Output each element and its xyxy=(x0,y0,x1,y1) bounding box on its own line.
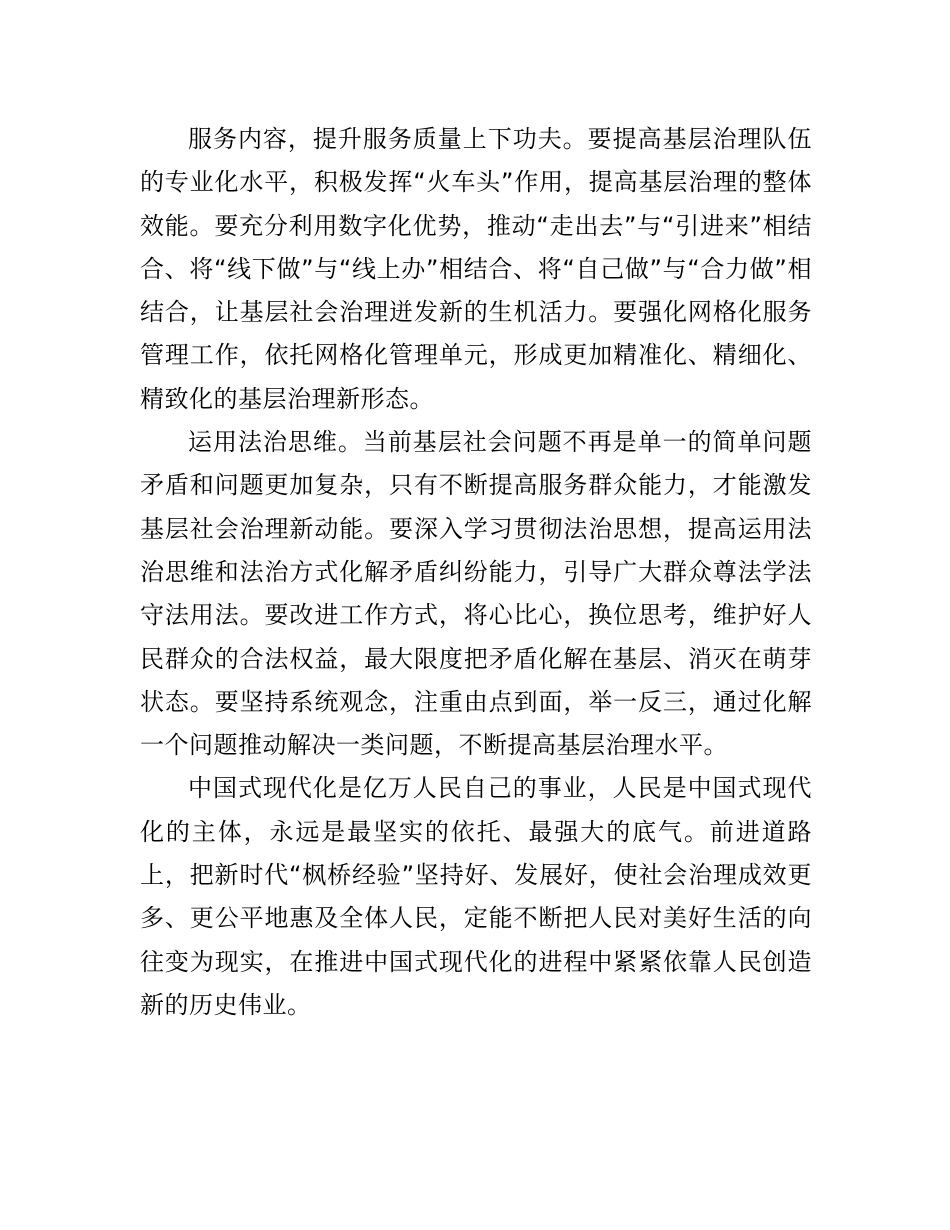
paragraph-service-content: 服务内容，提升服务质量上下功夫。要提高基层治理队伍的专业化水平，积极发挥“火车头”作用，提高基层治理的整体效能。要充分利用数字化优势，推动“走出去”与“引进来”相结合、将“线下做”与“线上办”相结合、将“自己做”与“合力做”相结合，让基层社会治理迸发新的生机活力。要强化网格化服务管理工作，依托网格化管理单元，形成更加精准化、精细化、精致化的基层治理新形态。 xyxy=(140,125,812,413)
document-body xyxy=(140,118,812,1027)
paragraph-rule-of-law-thinking: 运用法治思维。当前基层社会问题不再是单一的简单问题矛盾和问题更加复杂，只有不断提高服务群众能力，才能激发基层社会治理新动能。要深入学习贯彻法治思想，提高运用法治思维和法治方式化解矛盾纠纷能力，引导广大群众尊法学法守法用法。要改进工作方式，将心比心，换位思考，维护好人民群众的合法权益，最大限度把矛盾化解在基层、消灭在萌芽状态。要坚持系统观念，注重由点到面，举一反三，通过化解一个问题推动解决一类问题，不断提高基层治理水平。 xyxy=(140,428,812,760)
paragraph-chinese-modernization: 中国式现代化是亿万人民自己的事业，人民是中国式现代化的主体，永远是最坚实的依托、最强大的底气。前进道路上，把新时代“枫桥经验”坚持好、发展好，使社会治理成效更多、更公平地惠及全体人民，定能不断把人民对美好生活的向往变为现实，在推进中国式现代化的进程中紧紧依靠人民创造新的历史伟业。 xyxy=(140,774,812,1019)
